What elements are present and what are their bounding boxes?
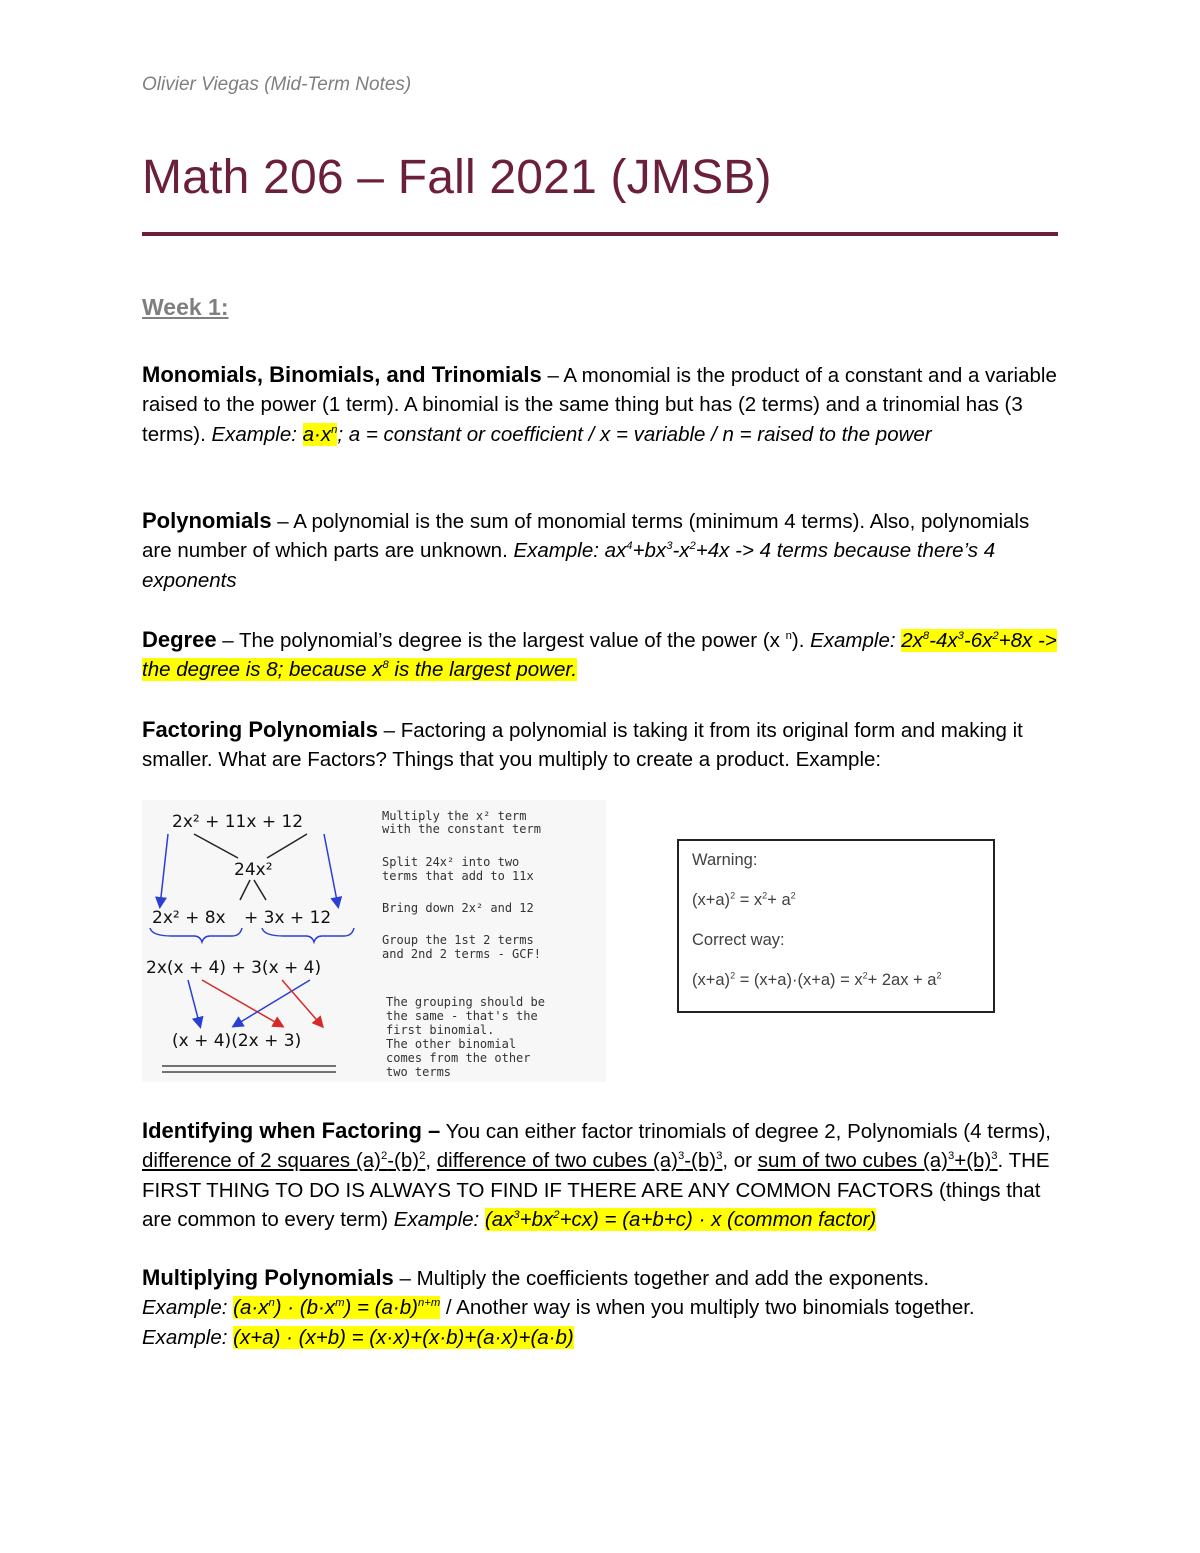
- multiplying-body: – Multiply the coefficients together and add the exponents.: [393, 1267, 930, 1290]
- monomials-body: – A monomial is the product of a constant and a variable raised to the power (1 term). A binomial is the same thing but has (2 terms) and a trinomial has (3 terms).: [142, 364, 1057, 446]
- identifying-sep-1: ,: [425, 1149, 437, 1173]
- factoring-diagram-svg: [142, 800, 606, 1082]
- degree-body: – The polynomial’s degree is the largest value of the power (x $^n$).: [216, 629, 811, 652]
- identifying-sep-2: , or: [722, 1149, 758, 1173]
- figure-arrow-group-2: [202, 980, 282, 1026]
- figure-equation-2a: 2x² + 8x: [152, 908, 226, 928]
- figure-step-4: Group the 1st 2 terms and 2nd 2 terms - GCF!: [382, 933, 541, 961]
- identifying-body-b: . THE FIRST THING TO DO IS ALWAYS TO FIND IF THERE ARE ANY COMMON FACTORS (things that are common to every term): [142, 1149, 1050, 1231]
- figure-split-left: [240, 880, 250, 900]
- polynomials-term: Polynomials: [142, 508, 272, 533]
- figure-step-1: Multiply the x² term with the constant term: [382, 809, 541, 836]
- identifying-paragraph: [142, 1116, 1062, 1234]
- figure-arrow-bring-down-left: [160, 834, 168, 906]
- monomials-example-rest: ; a = constant or coefficient / x = variable / n = raised to the power: [337, 422, 932, 446]
- page-title: Math 206 – Fall 2021 (JMSB): [142, 151, 772, 204]
- figure-step-3: Bring down 2x² and 12: [382, 901, 534, 915]
- figure-branch-right: [267, 834, 307, 858]
- degree-term: Degree: [142, 627, 217, 652]
- identifying-example-label: Example:: [393, 1207, 485, 1231]
- figure-arrow-group-3: [234, 980, 310, 1026]
- figure-arrow-group-1: [188, 980, 200, 1026]
- warning-correct-formula: $(x+a)^2 = (x+a)\cdot(x+a) = x^2+ 2ax + a^2$: [692, 970, 942, 989]
- figure-step-5: The grouping should be the same - that's the first binomial. The other binomial comes from the other two terms: [386, 995, 545, 1079]
- figure-equation-3: 2x(x + 4) + 3(x + 4): [146, 958, 322, 978]
- figure-brace-left: [150, 928, 242, 942]
- multiplying-example-2-label: Example:: [142, 1325, 234, 1349]
- factoring-body: – Factoring a polynomial is taking it from its original form and making it smaller. What are Factors? Things that you multiply to create a product. Example:: [142, 719, 1023, 772]
- factoring-term: Factoring Polynomials: [142, 717, 378, 742]
- monomials-example-label: Example:: [211, 422, 303, 446]
- difference-of-squares: difference of 2 squares $(a)^2-(b)^2$: [142, 1149, 426, 1173]
- degree-example-highlight: $2x^8-4x^3-6x^2+8x$ -> the degree is 8; because $x^8$ is the largest power.: [142, 629, 1057, 682]
- title-divider: [142, 232, 1058, 236]
- difference-of-cubes: difference of two cubes $(a)^3-(b)^3$: [436, 1149, 723, 1173]
- polynomials-paragraph: [142, 506, 1062, 595]
- multiplying-example-1-highlight: $(a\cdot x^n) \cdot (b\cdot x^m) = (a\cdot b)^{n+m}$: [233, 1296, 441, 1320]
- degree-example-label: Example:: [810, 629, 902, 652]
- figure-step-2: Split 24x² into two terms that add to 11x: [382, 855, 534, 883]
- multiplying-example-1-tail: / Another way is when you multiply two binomials together.: [440, 1296, 975, 1320]
- warning-correct-label: Correct way:: [692, 931, 785, 949]
- multiplying-paragraph: [142, 1263, 1062, 1352]
- identifying-term: Identifying when Factoring –: [142, 1118, 441, 1143]
- warning-box: [677, 839, 995, 1013]
- identifying-example-highlight: $(ax^3+bx^2+cx) = (a+b+c) \cdot x$ (common factor): [484, 1207, 877, 1231]
- running-header: Olivier Viegas (Mid-Term Notes): [142, 74, 412, 95]
- monomials-paragraph: [142, 360, 1062, 449]
- figure-arrow-group-4: [282, 980, 322, 1026]
- multiplying-example-2-highlight: (x+a) · (x+b) = (x·x)+(x·b)+(a·x)+(a·b): [233, 1325, 574, 1349]
- monomials-example-highlight: $a\cdot x^n$: [302, 422, 338, 446]
- polynomials-example: Example: $ax^4+bx^3-x^2+4x -> 4$ terms because there’s 4 exponents: [142, 539, 996, 592]
- sum-of-cubes: sum of two cubes $(a)^3+(b)^3$: [757, 1149, 998, 1173]
- multiplying-term: Multiplying Polynomials: [142, 1265, 394, 1290]
- figure-equation-1: 2x² + 11x + 12: [172, 812, 304, 832]
- monomials-term: Monomials, Binomials, and Trinomials: [142, 362, 542, 387]
- factoring-diagram: [142, 800, 606, 1082]
- warning-wrong-formula: $(x+a)^2 = x^2+ a^2$: [692, 890, 796, 909]
- figure-brace-right: [262, 928, 354, 942]
- factoring-paragraph: [142, 715, 1062, 775]
- polynomials-body: – A polynomial is the sum of monomial terms (minimum 4 terms). Also, polynomials are number of which parts are unknown.: [142, 510, 1030, 563]
- figure-arrow-bring-down-right: [324, 834, 338, 906]
- figure-equation-2b: + 3x + 12: [244, 908, 332, 928]
- warning-label: Warning:: [692, 851, 758, 869]
- week-heading: Week 1:: [142, 294, 229, 320]
- figure-split-right: [254, 880, 266, 900]
- figure-branch-left: [194, 834, 238, 858]
- figure-product: 24x²: [234, 860, 273, 880]
- identifying-body-a: You can either factor trinomials of degree 2, Polynomials (4 terms),: [440, 1120, 1051, 1143]
- figure-result: (x + 4)(2x + 3): [172, 1031, 302, 1051]
- degree-paragraph: [142, 625, 1062, 685]
- multiplying-example-1-label: Example:: [142, 1296, 234, 1320]
